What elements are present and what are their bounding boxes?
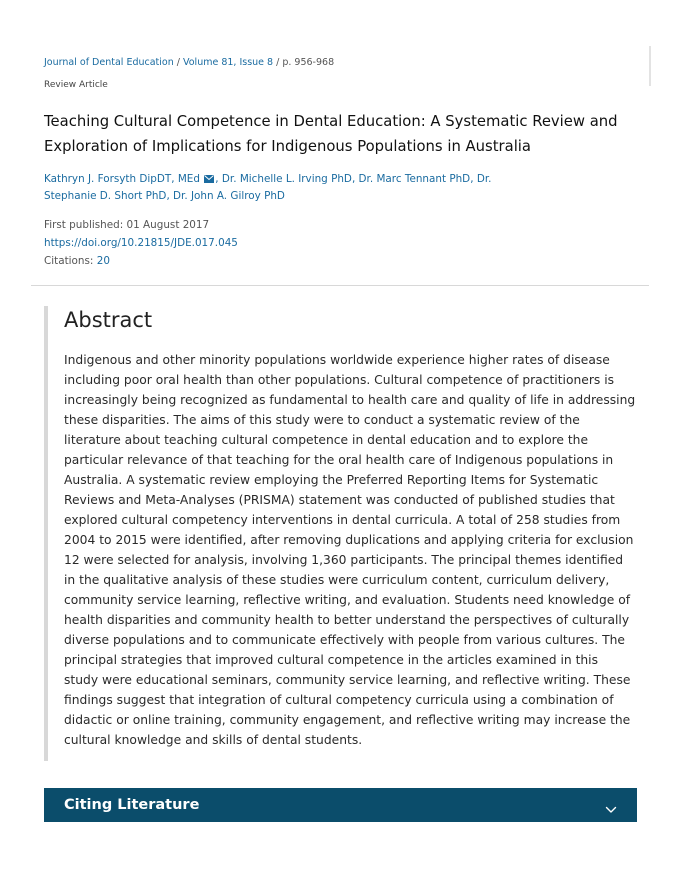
citations-number[interactable]: 20 <box>96 255 110 267</box>
author-list <box>44 171 514 204</box>
breadcrumb-separator: / <box>273 57 283 68</box>
author-link[interactable]: Dr. Stephanie D. Short PhD <box>44 173 492 202</box>
author-link[interactable]: Dr. Marc Tennant PhD <box>358 173 471 185</box>
breadcrumb-separator: / <box>173 57 183 68</box>
article-type: Review Article <box>44 80 108 90</box>
author-link[interactable]: Kathryn J. Forsyth DipDT, MEd <box>44 173 200 185</box>
citing-literature-label: Citing Literature <box>64 797 200 813</box>
page-range: p. 956-968 <box>282 57 335 68</box>
journal-link[interactable]: Journal of Dental Education <box>44 57 174 68</box>
citations-count <box>44 252 644 270</box>
article-header <box>44 56 644 270</box>
author-link[interactable]: Dr. Michelle L. Irving PhD <box>221 173 352 185</box>
issue-link[interactable]: Volume 81, Issue 8 <box>182 57 274 68</box>
abstract-section <box>44 306 637 761</box>
publication-info <box>44 216 644 270</box>
article-title: Teaching Cultural Competence in Dental Education: A Systematic Review and Exploration of Implications for Indigenous Populations in Australia <box>44 113 618 155</box>
author-separator: , <box>215 173 222 185</box>
author-separator: , <box>351 173 359 185</box>
author-separator: , <box>166 189 174 202</box>
breadcrumb <box>44 56 644 70</box>
section-divider <box>31 285 649 286</box>
author-separator: , <box>470 173 477 185</box>
abstract-heading: Abstract <box>64 308 153 332</box>
first-published: First published: 01 August 2017 <box>44 219 210 231</box>
doi-link[interactable]: https://doi.org/10.21815/JDE.017.045 <box>44 237 238 249</box>
mail-icon[interactable] <box>204 172 214 180</box>
chevron-down-icon <box>605 800 617 810</box>
citing-literature-toggle[interactable] <box>44 788 637 822</box>
citations-label: Citations: <box>44 255 97 267</box>
abstract-text: Indigenous and other minority populations worldwide experience higher rates of disease including poor oral health than other populations. Cultural competence of practitioners is increasingly being recognized as fundamental to health care and quality of life in addressing these disparities. The aims of this study were to conduct a systematic review of the literature about teaching cultural competence in dental education and to explore the particular relevance of that teaching for the oral health care of Indigenous populations in Australia. A systematic review employing the Preferred Reporting Items for Systematic Reviews and Meta-Analyses (PRISMA) statement was conducted of published studies that explored cultural competency interventions in dental curricula. A total of 258 studies from 2004 to 2015 were identified, after removing duplications and applying criteria for exclusion 12 were selected for analysis, involving 1,360 participants. The principal themes identified in the qualitative analysis of these studies were curriculum content, curriculum delivery, community service learning, reflective writing, and evaluation. Students need knowledge of health disparities and community health to better understand the perspectives of culturally diverse populations and to communicate effectively with people from various cultures. The principal strategies that improved cultural competence in the articles examined in this study were educational seminars, community service learning, and reflective writing. These findings suggest that integration of cultural competency curricula using a combination of didactic or online training, community engagement, and reflective writing may increase the cultural knowledge and skills of dental students. <box>64 353 636 747</box>
author-link[interactable]: Dr. John A. Gilroy PhD <box>173 189 285 202</box>
scroll-indicator <box>649 46 651 86</box>
